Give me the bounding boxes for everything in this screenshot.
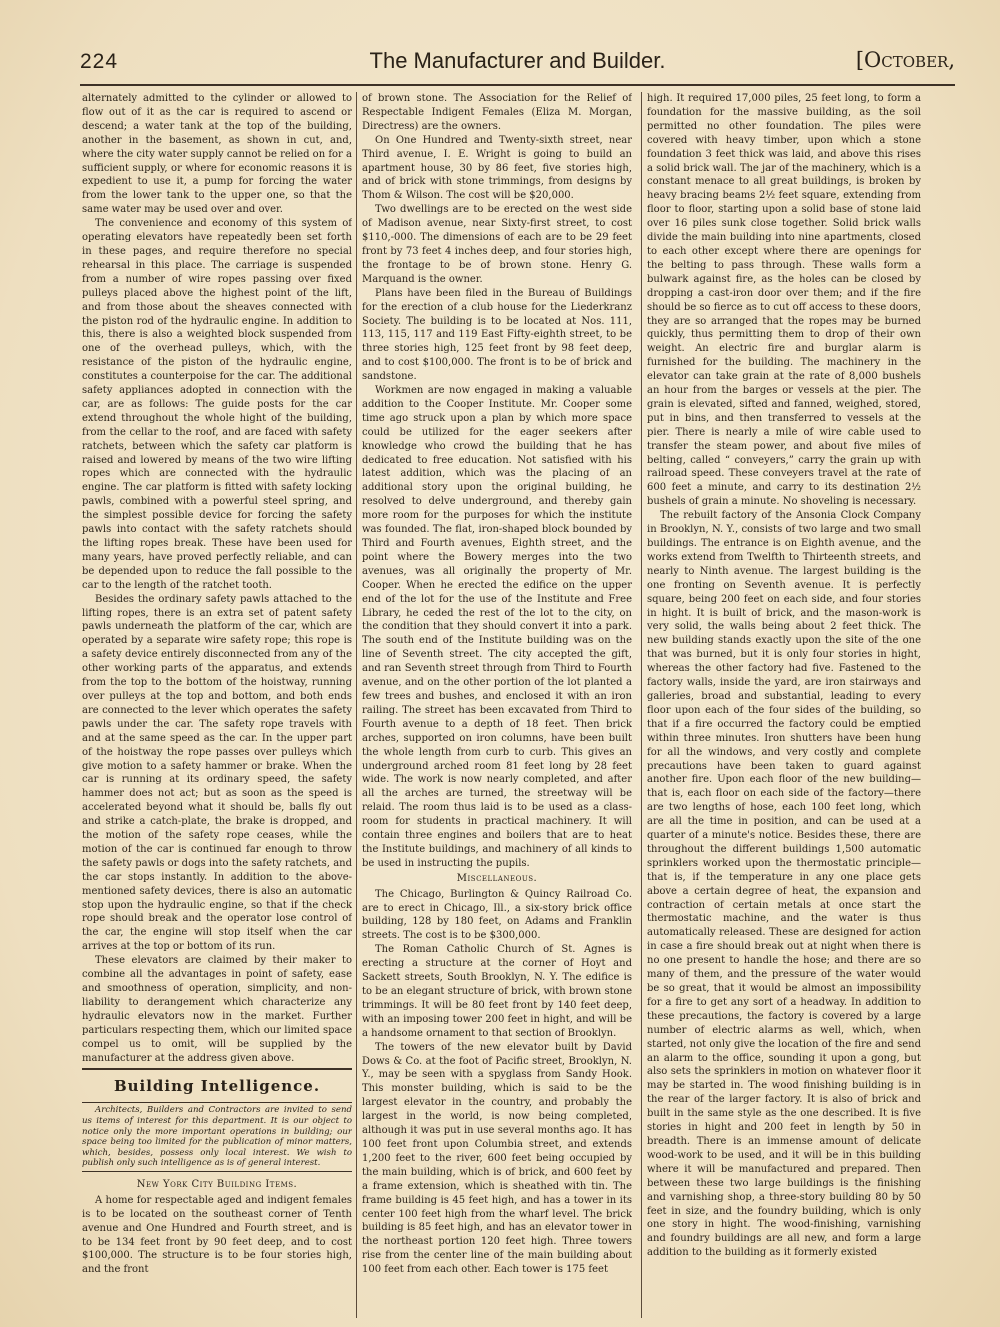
page-number: 224 — [80, 50, 119, 73]
paragraph: The rebuilt factory of the Ansonia Clock Company in Brooklyn, N. Y., consists of two large and two small buildings. The entrance is on Eighth avenue, and the works extend from Twelfth to Thirteenth streets, and nearly to Ninth avenue. The largest building is the one fronting on Seventh avenue. It is perfectly square, being 200 feet on each side, and four stories in hight. It is built of brick, and the mason-work is very solid, the walls being about 2 feet thick. The new building stands exactly upon the site of the one that was burned, but it is only four stories in hight, whereas the other factory had five. Fastened to the factory walls, inside the yard, are iron stairways and galleries, broad and substantial, leading to every floor upon each of the four sides of the building, so that if a fire occurred the factory could be emptied within three minutes. Iron shutters have been hung for all the windows, and very costly and complete precautions have been taken to guard against another fire. Upon each floor of the new building—that is, each floor on each side of the factory—there are two lengths of hose, each 100 feet long, which are all the time in position, and can be used at a quarter of a minute's notice. Besides these, there are throughout the different buildings 1,500 automatic sprinklers worked upon the thermostatic principle—that is, if the temperature in any one place gets above a certain degree of heat, the expansion and contraction of certain metals at once start the thermostatic machine, and the water is thus automatically released. These are designed for action in case a fire should break out at night when there is no one present to handle the hose; and there are so many of them, and the pressure of the water would be so great, that it would be almost an impossibility for a fire to get any sort of a headway. In addition to these precautions, the factory is covered by a large number of electric alarms as well, which, when started, not only give the location of the fire and send an alarm to the office, sounding it upon a gong, but also sets the sprinklers in motion on whatever floor it may be started in. The wood finishing building is in the rear of the larger factory. It is also of brick and built in the same style as the one described. It is five stories in hight and 200 feet in length by 50 in breadth. There is an immense amount of delicate wood-work to be used, and it will be in this building where it will be manufactured and prepared. Then between these two large buildings is the finishing and varnishing shop, a three-story building 80 by 50 feet in size, and the foundry building, which is only one story in hight. The wood-finishing, varnishing and foundry buildings are all new, and form a large addition to the building as it formerly existed — [647, 510, 921, 1259]
paragraph: alternately admitted to the cylinder or allowed to flow out of it as the car is required to ascend or descend; a water tank at the top of the building, another in the basement, as shown in cut, and, where the city water supply cannot be relied on for a sufficient supply, or where for economic reasons it is expedient to use it, a pump for forcing the water from the lower tank to the upper one, so that the same water may be used over and over. — [82, 93, 352, 216]
paragraph: The towers of the new elevator built by David Dows & Co. at the foot of Pacific street, Brooklyn, N. Y., may be seen with a spyglass from Sandy Hook. This monster building, which is said to be the largest elevator in the country, and probably the largest in the world, is now being completed, although it was put in use several months ago. It has 100 feet front upon Columbia street, and extends 1,200 feet to the river, 600 feet being occupied by the main building, which is of brick, and 600 feet by a frame extension, which is sheathed with tin. The frame building is 45 feet high, and has a tower in its center 100 feet high from the wharf level. The brick building is 85 feet high, and has an elevator tower in the northeast portion 120 feet high. Three towers rise from the center line of the main building about 100 feet from each other. Each tower is 175 feet — [362, 1041, 632, 1276]
divider — [82, 1171, 352, 1172]
paragraph: Workmen are now engaged in making a valuable addition to the Cooper Institute. Mr. Cooper some time ago struck upon a plan by which more space could be utilized for the eager seekers after knowledge who crowd the building that he has dedicated to free education. Not satisfied with his latest addition, which was the placing of an additional story upon the original building, he resolved to delve underground, and thereby gain more room for the purposes for which the institute was founded. The flat, iron-shaped block bounded by Third and Fourth avenues, Eighth street, and the point where the Bowery merges into the two avenues, was all originally the property of Mr. Cooper. When he erected the edifice on the upper end of the lot for the use of the Institute and Free Library, he ceded the rest of the lot to the city, on the condition that they should convert it into a park. The south end of the Institute building was on the line of Seventh street. The city accepted the gift, and ran Seventh street through from Third to Fourth avenue, and on the other portion of the lot planted a few trees and bushes, and enclosed it with an iron railing. The street has been excavated from Third to Fourth avenue to a depth of 18 feet. Then brick arches, supported on iron columns, have been built the whole length from curb to curb. This gives an underground arched room 81 feet long by 28 feet wide. The work is now nearly completed, and after all the arches are turned, the streetway will be relaid. The room thus laid is to be used as a class-room for students in practical machinery. It will contain three engines and boilers that are to heat the Institute buildings, and machinery of all kinds to be used in instructing the pupils. — [362, 385, 632, 869]
subheading: New York City Building Items. — [136, 1178, 298, 1190]
paragraph: The Roman Catholic Church of St. Agnes is erecting a structure at the corner of Hoyt and Sackett streets, South Brooklyn, N. Y. The edifice is to be an elegant structure of brick, with brown stone trimmings. It will be 80 feet front by 140 feet deep, with an imposing tower 200 feet in hight, and will be a handsome ornament to that section of Brooklyn. — [362, 944, 632, 1039]
paragraph: Besides the ordinary safety pawls attached to the lifting ropes, there is an extra set of patent safety pawls underneath the platform of the car, which are operated by a separate wire safety rope; this rope is a safety device entirely disconnected from any of the other working parts of the apparatus, and extends from the top to the bottom of the hoistway, running over pulleys at the top and bottom, and both ends are connected to the lever which operates the safety pawls under the car. The safety rope travels with and at the same speed as the car. In the upper part of the hoistway the rope passes over pulleys which give motion to a safety hammer or brake. When the car is running at its ordinary speed, the safety hammer does not act; but as soon as the speed is accelerated beyond what it should be, balls fly out and strike a catch-plate, the brake is dropped, and the motion of the safety rope ceases, while the motion of the car is continued far enough to throw the safety pawls or dogs into the safety ratchets, and the car stops instantly. In addition to the above-mentioned safety devices, there is also an automatic stop upon the hydraulic engine, so that if the check rope should break and the operator lose control of the car, the engine will stop itself when the car arrives at the top or bottom of its run. — [82, 593, 352, 953]
paragraph: Two dwellings are to be erected on the west side of Madison avenue, near Sixty-first street, to cost $110,-000. The dimensions of each are to be 29 feet front by 73 feet 4 inches deep, and four stories high, the frontage to be of brown stone. Henry G. Marquand is the owner. — [362, 204, 632, 285]
paragraph: These elevators are claimed by their maker to combine all the advantages in point of safety, ease and smoothness of operation, simplicity, and non-liability to derangement which characterize any hydraulic elevators now in the market. Further particulars respecting them, which our limited space compel us to omit, will be supplied by the manufacturer at the address given above. — [82, 955, 352, 1064]
journal-title: The Manufacturer and Builder. — [369, 48, 666, 73]
column-left — [82, 92, 352, 1317]
issue-month: [October, — [855, 48, 955, 72]
header-rule — [80, 84, 955, 86]
column-divider — [641, 92, 642, 1318]
column-middle — [362, 92, 632, 1317]
section-title: Building Intelligence. — [113, 1077, 321, 1096]
paragraph: of brown stone. The Association for the Relief of Respectable Indigent Females (Eliza M. Morgan, Directress) are the owners. — [362, 93, 632, 132]
divider — [82, 1068, 352, 1070]
page-header — [80, 46, 955, 82]
column-right — [647, 92, 921, 1317]
paragraph: The Chicago, Burlington & Quincy Railroad Co. are to erect in Chicago, Ill., a six-story brick office building, 128 by 180 feet, on Adams and Franklin streets. The cost is to be $300,000. — [362, 888, 632, 942]
paragraph: Plans have been filed in the Bureau of Buildings for the erection of a club house for the Liederkranz Society. The building is to be located at Nos. 111, 113, 115, 117 and 119 East Fifty-eighth street, to be three stories high, 125 feet front by 98 feet deep, and to cost $100,000. The front is to be of brick and sandstone. — [362, 287, 632, 383]
column-divider — [356, 92, 357, 1318]
paragraph: The convenience and economy of this system of operating elevators have repeatedly been set forth in these pages, and require therefore no special rehearsal in this place. The carriage is suspended from a number of wire ropes passing over fixed pulleys placed above the highest point of the lift, and from those about the sheaves connected with the piston rod of the hydraulic engine. In addition to this, there is also a weighted block suspended from one of the overhead pulleys, which, with the resistance of the piston of the hydraulic engine, constitutes a counterpoise for the car. The additional safety appliances adopted in connection with the car, are as follows: The guide posts for the car extend throughout the whole hight of the building, from the cellar to the roof, and are faced with safety ratchets, between which the safety car platform is raised and lowered by means of the two wire lifting ropes which are connected with the hydraulic engine. The car platform is fitted with safety locking pawls, combined with a powerful steel spring, and the simplest possible device for forcing the safety pawls into contact with the safety ratchets should the lifting ropes break. These have been used for many years, have proved perfectly reliable, and can be depended upon to reduce the fall possible to the car to the length of the ratchet tooth. — [82, 218, 352, 591]
subheading: Miscellaneous. — [456, 872, 538, 884]
divider — [82, 1102, 352, 1103]
paragraph: high. It required 17,000 piles, 25 feet long, to form a foundation for the massive building, as the soil permitted no other foundation. The piles were covered with heavy timber, upon which a stone foundation 3 feet thick was laid, and above this rises a solid brick wall. The jar of the machinery, which is a constant menace to all great buildings, is broken by heavy bracing beams 2½ feet square, extending from floor to floor, starting upon a solid base of stone laid over 16 piles sunk close together. Solid brick walls divide the main building into nine apartments, closed to each other except where there are openings for the belting to pass through. These walls form a bulwark against fire, as the holes can be closed by dropping a cast-iron door over them; and if the fire should be so fierce as to cut off access to these doors, they are so arranged that the ropes may be burned quickly, thus permitting them to drop of their own weight. An electric fire and burglar alarm is furnished for the building. The machinery in the elevator can take grain at the rate of 8,000 bushels an hour from the barges or vessels at the pier. The grain is elevated, sifted and fanned, weighed, stored, put in bins, and then transferred to vessels at the pier. There is nearly a mile of wire cable used to transfer the steam power, and about five miles of belting, called “ conveyers,” carry the grain up with railroad speed. These conveyers travel at the rate of 600 feet a minute, and carry to its destination 2½ bushels of grain a minute. No shoveling is necessary. — [647, 93, 921, 508]
paragraph: On One Hundred and Twenty-sixth street, near Third avenue, I. E. Wright is going to build an apartment house, 30 by 86 feet, five stories high, and of brick with stone trimmings, from designs by Thom & Wilson. The cost will be $20,000. — [362, 134, 632, 202]
section-note: Architects, Builders and Contractors are invited to send us items of interest for this department. It is our object to notice only the more important operations in building; our space being too limited for the publication of minor matters, which, besides, possess only local interest. We wish to publish only such intelligence as is of general interest. — [82, 1105, 352, 1169]
section-header-box — [82, 1068, 352, 1171]
paragraph: A home for respectable aged and indigent females is to be located on the southeast corner of Tenth avenue and One Hundred and Fourth street, and is to be 134 feet front by 90 feet deep, and to cost $100,000. The structure is to be four stories high, and the front — [82, 1194, 352, 1276]
